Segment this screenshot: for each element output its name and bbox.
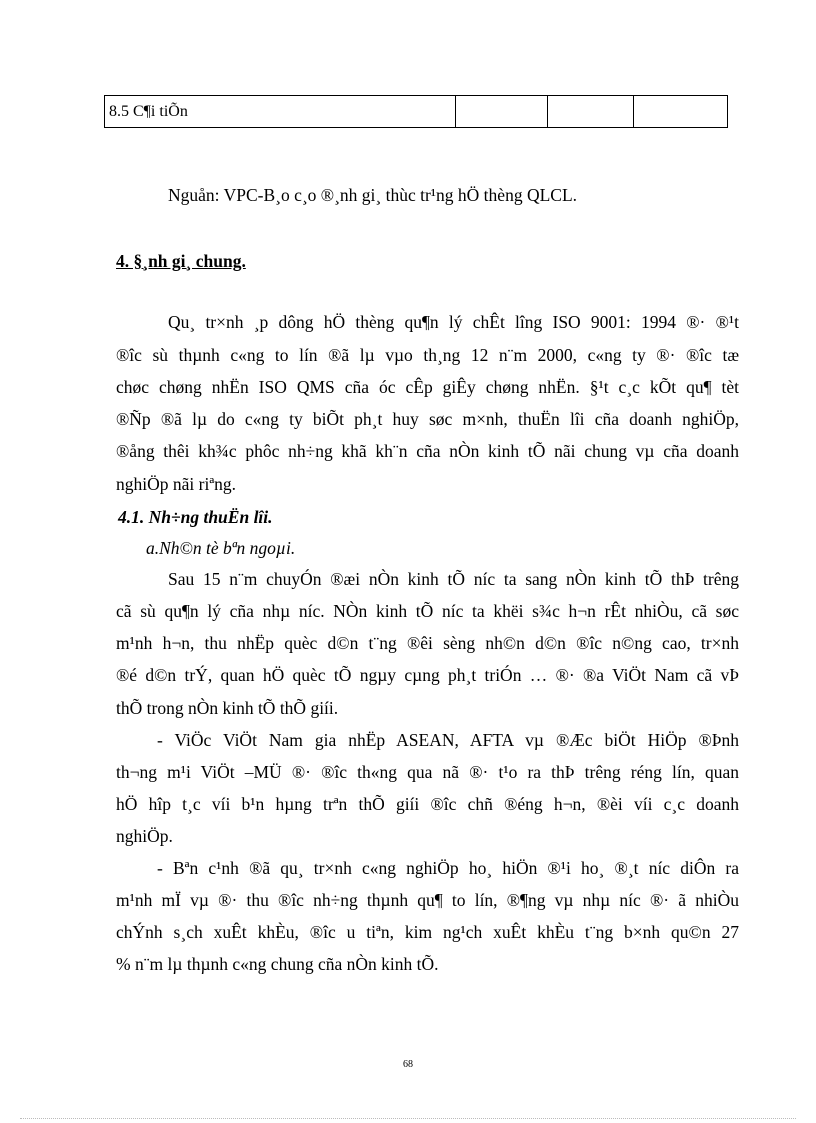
table-row bbox=[105, 96, 728, 128]
paragraph-line: m¹nh mÏ vµ ®· thu ®îc nh÷ng thµnh qu¶ to lín, ®¶ng vµ nhµ níc ®· ã nhiÒu bbox=[116, 890, 739, 910]
paragraph-line: nghiÖp. bbox=[116, 826, 173, 846]
criteria-table bbox=[104, 95, 728, 128]
paragraph-line: Sau 15 n¨m chuyÓn ®æi nÒn kinh tÕ níc ta sang nÒn kinh tÕ thÞ trêng bbox=[168, 569, 739, 589]
paragraph-line: Qu¸ tr×nh ¸p dông hÖ thèng qu¶n lý chÊt lîng ISO 9001: 1994 ®· ®¹t bbox=[168, 312, 739, 332]
paragraph-line: nghiÖp nãi riªng. bbox=[116, 474, 237, 494]
paragraph-line: ®Ñp ®ã lµ do c«ng ty biÕt ph¸t huy søc m×nh, thuËn lîi cña doanh nghiÖp, bbox=[116, 409, 739, 429]
section-heading: 4. §¸nh gi¸ chung. bbox=[116, 251, 246, 271]
paragraph-line: % n¨m lµ thµnh c«ng chung cña nÒn kinh tÕ. bbox=[116, 954, 439, 974]
paragraph-line: m¹nh h¬n, thu nhËp quèc d©n t¨ng ®êi sèng nh©n d©n ®îc n©ng cao, tr×nh bbox=[116, 633, 739, 653]
paragraph-line: th¬ng m¹i ViÖt –MÜ ®· ®îc th«ng qua nã ®· t¹o ra thÞ trêng réng lín, quan bbox=[116, 762, 739, 782]
page-number: 68 bbox=[403, 1059, 413, 1070]
table-cell bbox=[456, 96, 548, 128]
paragraph-line: - Bªn c¹nh ®ã qu¸ tr×nh c«ng nghiÖp ho¸ hiÖn ®¹i ho¸ ®¸t níc diÔn ra bbox=[157, 858, 739, 878]
paragraph-line: - ViÖc ViÖt Nam gia nhËp ASEAN, AFTA vµ ®Æc biÖt HiÖp ®Þnh bbox=[157, 730, 739, 750]
page-divider bbox=[20, 1118, 796, 1119]
table-cell-label: 8.5 C¶i tiÕn bbox=[105, 96, 456, 128]
paragraph-line: ®ång thêi kh¾c phôc nh÷ng khã kh¨n cña nÒn kinh tÕ nãi chung vµ cña doanh bbox=[116, 441, 739, 461]
paragraph-line: chøc chøng nhËn ISO QMS cña óc cÊp giÊy chøng nhËn. §¹t c¸c kÕt qu¶ tèt bbox=[116, 377, 739, 397]
paragraph-line: ®îc sù thµnh c«ng to lín ®ã lµ vµo th¸ng 12 n¨m 2000, c«ng ty ®· ®îc tæ bbox=[116, 345, 739, 365]
table-cell bbox=[634, 96, 728, 128]
source-note: Nguån: VPC-B¸o c¸o ®¸nh gi¸ thùc tr¹ng hÖ thèng QLCL. bbox=[168, 185, 578, 205]
paragraph-line: cã sù qu¶n lý cña nhµ níc. NÒn kinh tÕ níc ta khëi s¾c h¬n rÊt nhiÒu, cã søc bbox=[116, 601, 739, 621]
table-cell bbox=[548, 96, 634, 128]
paragraph-line: ®é d©n trÝ, quan hÖ quèc tÕ ngµy cµng ph¸t triÓn … ®· ®a ViÖt Nam cã vÞ bbox=[116, 665, 739, 685]
paragraph-line: thÕ trong nÒn kinh tÕ thÕ giíi. bbox=[116, 698, 339, 718]
paragraph-line: chÝnh s¸ch xuÊt khÈu, ®îc u tiªn, kim ng¹ch xuÊt khÈu t¨ng b×nh qu©n 27 bbox=[116, 922, 739, 942]
subsubheading: a.Nh©n tè bªn ngoµi. bbox=[146, 538, 296, 558]
paragraph-line: hÖ hîp t¸c víi b¹n hµng trªn thÕ giíi ®îc chñ ®éng h¬n, ®èi víi c¸c doanh bbox=[116, 794, 739, 814]
subheading: 4.1. Nh÷ng thuËn lîi. bbox=[118, 507, 273, 527]
